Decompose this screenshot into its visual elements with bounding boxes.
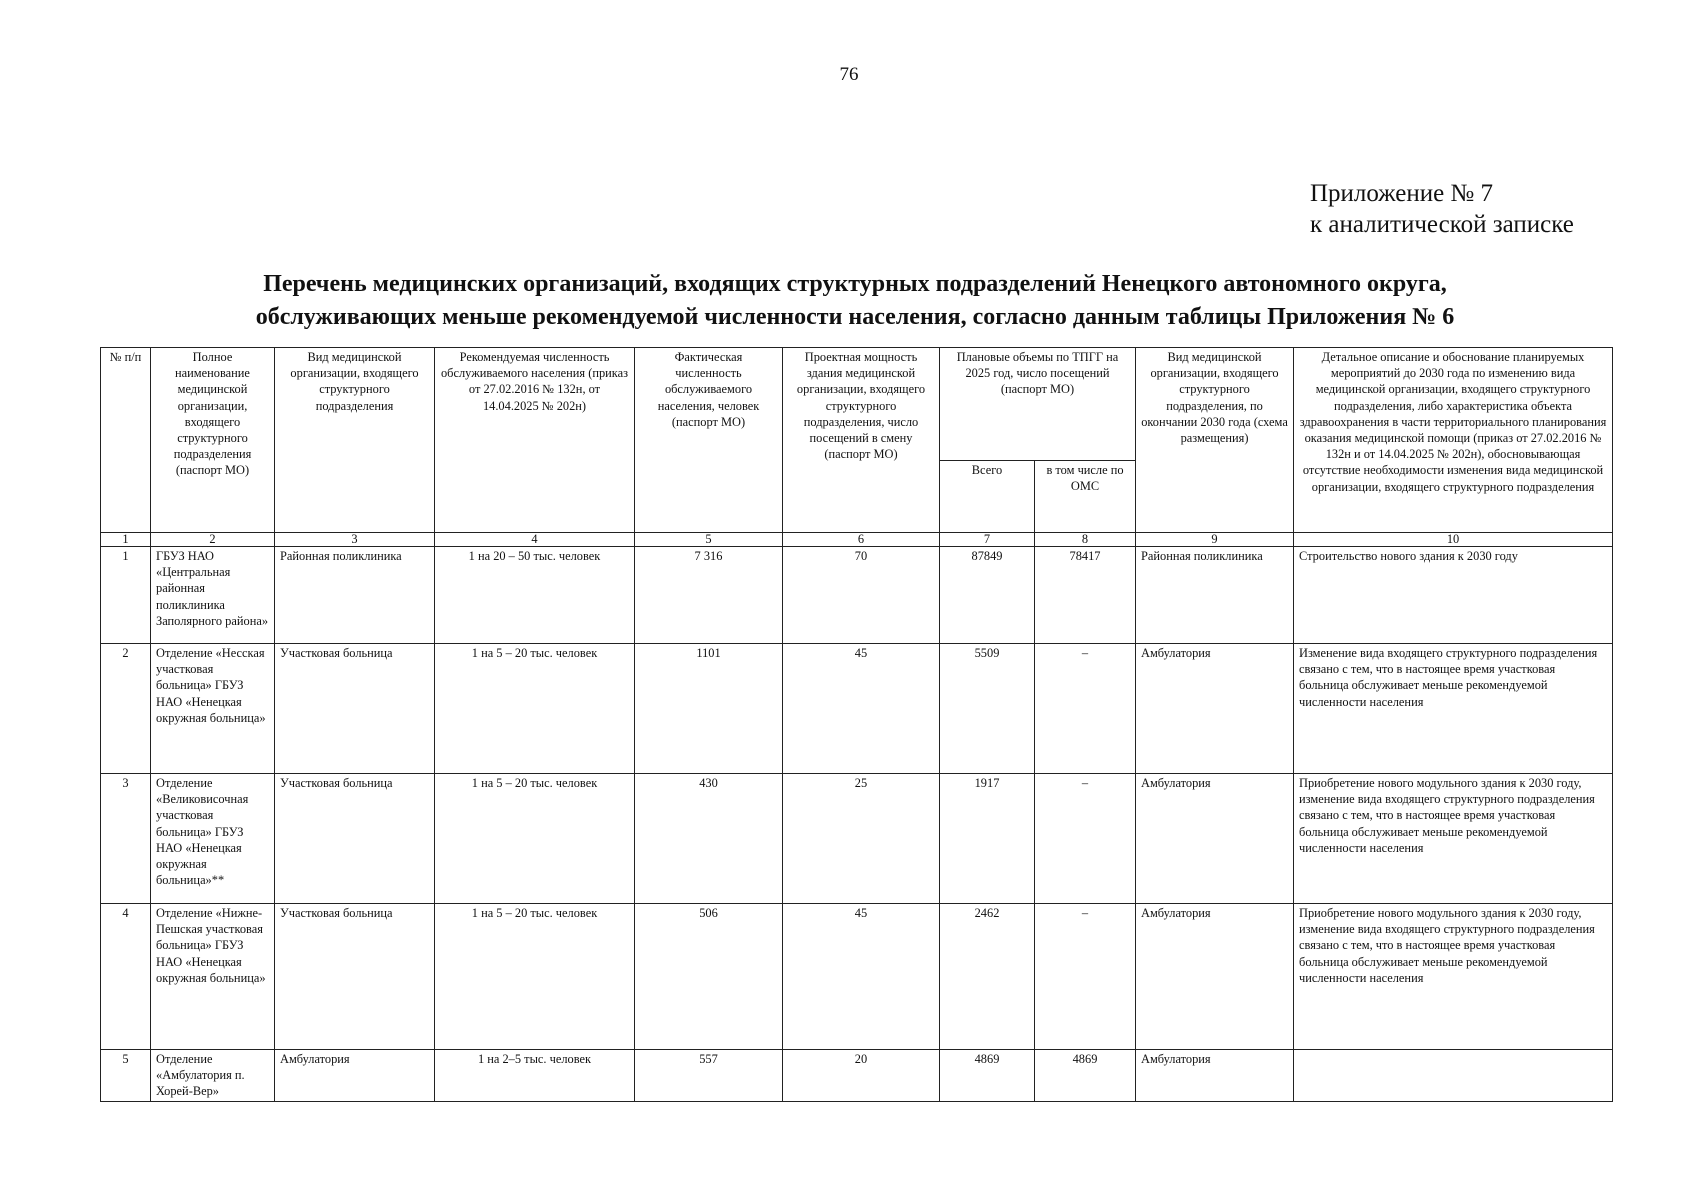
cell-name: Отделение «Амбулатория п. Хорей-Вер» <box>151 1050 275 1102</box>
header-description: Детальное описание и обоснование планируемых мероприятий до 2030 года по изменению вида медицинской организации, входящего структурного подразделения, либо характеристика объекта здравоохранения в части территориального планирования оказания медицинской помощи (приказ от 27.02.2016 № 132н и от 14.04.2025 № 202н), обосновывающая отсутствие необходимости изменения вида медицинской организации, входящего структурного подразделения <box>1294 348 1613 533</box>
cell-planned-total: 2462 <box>940 904 1035 1050</box>
appendix-line-1: Приложение № 7 <box>1310 180 1494 207</box>
cell-type-2030: Амбулатория <box>1136 1050 1294 1102</box>
column-number: 4 <box>435 533 635 547</box>
column-number: 8 <box>1035 533 1136 547</box>
cell-recommended: 1 на 5 – 20 тыс. человек <box>435 774 635 904</box>
page-number: 76 <box>839 64 859 85</box>
cell-name: Отделение «Нижне-Пешская участковая больница» ГБУЗ НАО «Ненецкая окружная больница» <box>151 904 275 1050</box>
cell-description: Строительство нового здания к 2030 году <box>1294 547 1613 644</box>
cell-type-2030: Амбулатория <box>1136 644 1294 774</box>
table-row <box>101 1050 1613 1102</box>
table-row <box>101 904 1613 1050</box>
cell-num: 2 <box>101 644 151 774</box>
cell-description: Приобретение нового модульного здания к 2030 году, изменение вида входящего структурного подразделения связано с тем, что в настоящее время участковая больница обслуживает меньше рекомендуемой численности населения <box>1294 904 1613 1050</box>
cell-actual: 557 <box>635 1050 783 1102</box>
cell-description <box>1294 1050 1613 1102</box>
cell-num: 3 <box>101 774 151 904</box>
table-row <box>101 774 1613 904</box>
column-number: 5 <box>635 533 783 547</box>
cell-description: Изменение вида входящего структурного подразделения связано с тем, что в настоящее время участковая больница обслуживает меньше рекомендуемой численности населения <box>1294 644 1613 774</box>
header-num: № п/п <box>101 348 151 533</box>
header-type: Вид медицинской организации, входящего структурного подразделения <box>275 348 435 533</box>
cell-recommended: 1 на 2–5 тыс. человек <box>435 1050 635 1102</box>
cell-name: Отделение «Несская участковая больница» ГБУЗ НАО «Ненецкая окружная больница» <box>151 644 275 774</box>
cell-recommended: 1 на 5 – 20 тыс. человек <box>435 644 635 774</box>
cell-type: Участковая больница <box>275 774 435 904</box>
header-recommended: Рекомендуемая численность обслуживаемого населения (приказ от 27.02.2016 № 132н, от 14.04.2025 № 202н) <box>435 348 635 533</box>
cell-description: Приобретение нового модульного здания к 2030 году, изменение вида входящего структурного подразделения связано с тем, что в настоящее время участковая больница обслуживает меньше рекомендуемой численности населения <box>1294 774 1613 904</box>
title-line-2: обслуживающих меньше рекомендуемой численности населения, согласно данным таблицы Приложения № 6 <box>255 304 1455 330</box>
cell-type: Участковая больница <box>275 904 435 1050</box>
cell-recommended: 1 на 20 – 50 тыс. человек <box>435 547 635 644</box>
cell-capacity: 70 <box>783 547 940 644</box>
header-name: Полное наименование медицинской организации, входящего структурного подразделения (паспорт МО) <box>151 348 275 533</box>
cell-type: Участковая больница <box>275 644 435 774</box>
cell-planned-total: 5509 <box>940 644 1035 774</box>
cell-name: ГБУЗ НАО «Центральная районная поликлиника Заполярного района» <box>151 547 275 644</box>
cell-actual: 7 316 <box>635 547 783 644</box>
cell-type-2030: Районная поликлиника <box>1136 547 1294 644</box>
cell-actual: 506 <box>635 904 783 1050</box>
column-number: 7 <box>940 533 1035 547</box>
header-type-2030: Вид медицинской организации, входящего структурного подразделения, по окончании 2030 года (схема размещения) <box>1136 348 1294 533</box>
header-actual: Фактическая численность обслуживаемого населения, человек (паспорт МО) <box>635 348 783 533</box>
cell-type: Амбулатория <box>275 1050 435 1102</box>
cell-planned-oms: – <box>1035 644 1136 774</box>
column-number: 10 <box>1294 533 1613 547</box>
cell-name: Отделение «Великовисочная участковая больница» ГБУЗ НАО «Ненецкая окружная больница»** <box>151 774 275 904</box>
table-body <box>101 533 1613 1102</box>
cell-capacity: 45 <box>783 644 940 774</box>
table-row <box>101 644 1613 774</box>
header-planned-total: Всего <box>940 461 1035 533</box>
organizations-table <box>100 347 1613 1102</box>
cell-planned-oms: 4869 <box>1035 1050 1136 1102</box>
cell-planned-total: 4869 <box>940 1050 1035 1102</box>
cell-planned-oms: 78417 <box>1035 547 1136 644</box>
document-title <box>100 268 1610 334</box>
cell-recommended: 1 на 5 – 20 тыс. человек <box>435 904 635 1050</box>
column-number-row <box>101 533 1613 547</box>
column-number: 6 <box>783 533 940 547</box>
cell-capacity: 25 <box>783 774 940 904</box>
cell-num: 4 <box>101 904 151 1050</box>
appendix-caption <box>1310 178 1574 240</box>
title-line-1: Перечень медицинских организаций, входящих структурных подразделений Ненецкого автономного округа, <box>263 271 1447 297</box>
cell-capacity: 45 <box>783 904 940 1050</box>
cell-planned-oms: – <box>1035 904 1136 1050</box>
cell-type-2030: Амбулатория <box>1136 774 1294 904</box>
header-planned-oms: в том числе по ОМС <box>1035 461 1136 533</box>
column-number: 1 <box>101 533 151 547</box>
cell-num: 5 <box>101 1050 151 1102</box>
column-number: 2 <box>151 533 275 547</box>
cell-type-2030: Амбулатория <box>1136 904 1294 1050</box>
cell-num: 1 <box>101 547 151 644</box>
cell-type: Районная поликлиника <box>275 547 435 644</box>
appendix-line-2: к аналитической записке <box>1310 211 1574 238</box>
cell-actual: 430 <box>635 774 783 904</box>
cell-capacity: 20 <box>783 1050 940 1102</box>
table-header-row <box>101 348 1613 461</box>
cell-planned-oms: – <box>1035 774 1136 904</box>
column-number: 3 <box>275 533 435 547</box>
table-row <box>101 547 1613 644</box>
cell-actual: 1101 <box>635 644 783 774</box>
cell-planned-total: 1917 <box>940 774 1035 904</box>
column-number: 9 <box>1136 533 1294 547</box>
cell-planned-total: 87849 <box>940 547 1035 644</box>
header-capacity: Проектная мощность здания медицинской организации, входящего структурного подразделения, число посещений в смену (паспорт МО) <box>783 348 940 533</box>
header-planned: Плановые объемы по ТПГГ на 2025 год, число посещений (паспорт МО) <box>940 348 1136 461</box>
